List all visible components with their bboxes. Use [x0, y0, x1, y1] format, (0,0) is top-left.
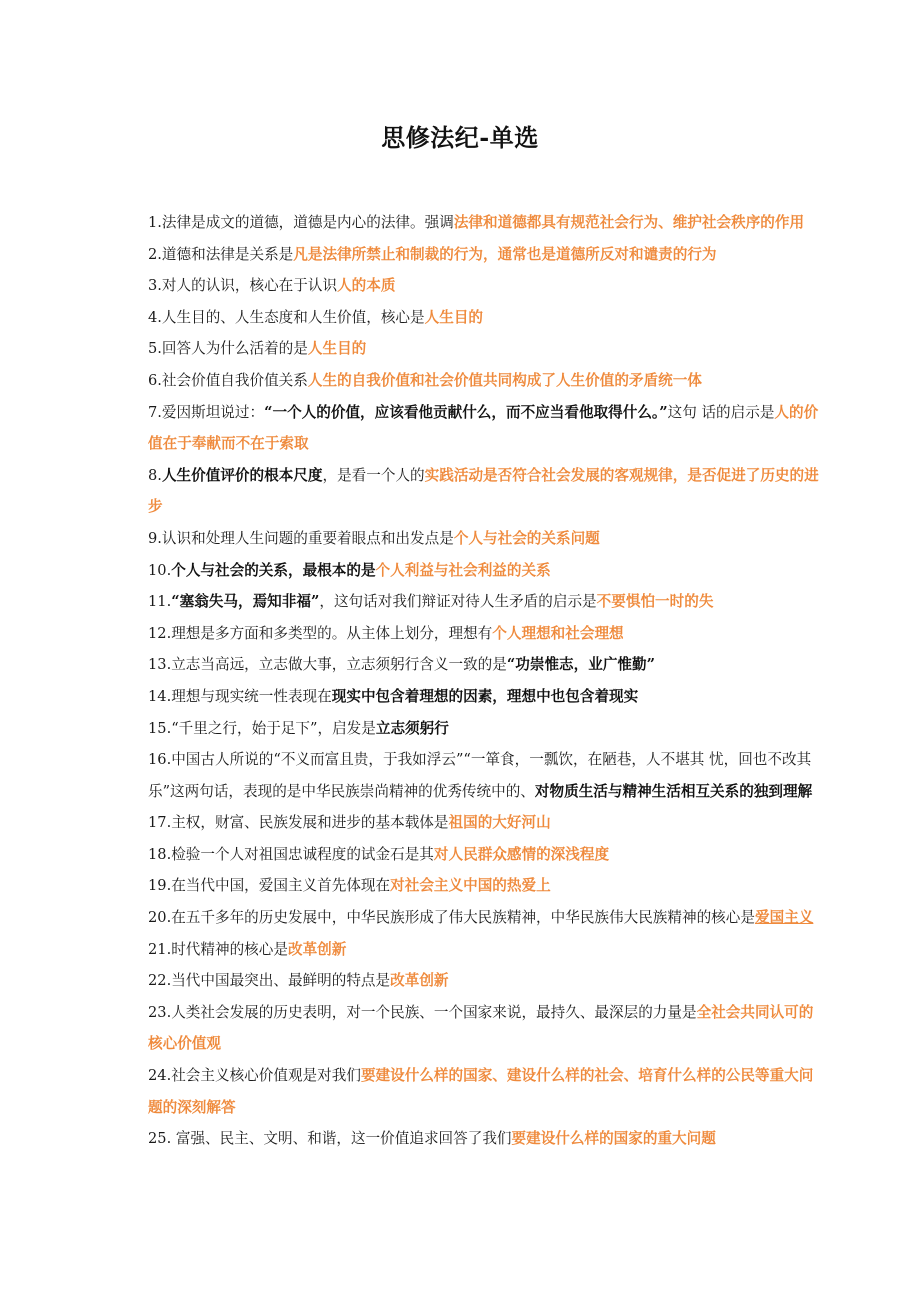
question-item: [148, 713, 820, 745]
question-text: 5.回答人为什么活着的是: [148, 340, 308, 358]
question-text: 23.人类社会发展的历史表明，对一个民族、一个国家来说，最持久、最深层的力量是: [148, 1003, 697, 1021]
question-text: 6.社会价值自我价值关系: [148, 371, 308, 389]
question-item: [148, 270, 820, 302]
question-item: [148, 207, 820, 239]
question-item: [148, 365, 820, 397]
emphasis-text: “塞翁失马，焉知非福”: [171, 593, 320, 611]
question-text: 20.在五千多年的历史发展中，中华民族形成了伟大民族精神，中华民族伟大民族精神的核心是: [148, 909, 755, 927]
question-text: 17.主权，财富、民族发展和进步的基本载体是: [148, 814, 449, 832]
question-item: [148, 555, 820, 587]
question-text: 9.认识和处理人生问题的重要着眼点和出发点是: [148, 529, 454, 547]
question-text: 22.当代中国最突出、最鲜明的特点是: [148, 972, 391, 990]
question-item: [148, 586, 820, 618]
question-item: [148, 839, 820, 871]
answer-text: 对人民群众感情的深浅程度: [433, 845, 610, 863]
question-text: 8.: [148, 466, 162, 484]
question-item: [148, 997, 820, 1060]
answer-text: 要建设什么样的国家的重大问题: [511, 1130, 716, 1148]
emphasis-text: “一个人的价值，应该看他贡献什么，而不应当看他取得什么。”: [264, 403, 668, 421]
question-text: 13.立志当高远，立志做大事，立志须躬行含义一致的是: [148, 656, 507, 674]
question-list: [148, 207, 820, 1155]
question-item: [148, 744, 820, 807]
question-item: [148, 618, 820, 650]
question-item: [148, 1123, 820, 1155]
question-item: [148, 1060, 820, 1123]
question-item: [148, 460, 820, 523]
question-text-continued: 这句 话的启示是: [667, 403, 775, 421]
answer-text: 人生目的: [307, 340, 367, 358]
question-text: 19.在当代中国，爱国主义首先体现在: [148, 877, 391, 895]
answer-text: 改革创新: [287, 940, 347, 958]
question-item: [148, 681, 820, 713]
answer-text: 人的价值在于奉献而不在于索取: [148, 403, 819, 453]
answer-text: 全社会共同认可的核心价值观: [148, 1003, 814, 1053]
question-text: 24.社会主义核心价值观是对我们: [148, 1067, 361, 1085]
question-text: 10.: [148, 561, 172, 579]
question-text-continued: ，这句话对我们辩证对待人生矛盾的启示是: [319, 593, 597, 611]
question-text-continued: ，是看一个人的: [322, 466, 425, 484]
answer-text: 凡是法律所禁止和制裁的行为，通常也是道德所反对和谴责的行为: [293, 245, 717, 263]
emphasis-text: “功崇惟志，业广惟勤”: [506, 656, 656, 674]
answer-text: 不要惧怕一时的失: [596, 593, 714, 611]
answer-text: 改革创新: [390, 972, 449, 990]
answer-text: 爱国主义: [754, 909, 814, 927]
question-text: 21.时代精神的核心是: [148, 940, 288, 958]
question-text: 16.中国古人所说的“不义而富且贵，于我如浮云”“一箪食，一瓢饮，在陋巷，人不堪其 忧，回也不改其乐”这两句话，表现的是中华民族崇尚精神的优秀传统中的、: [148, 751, 812, 800]
answer-text: 人的本质: [337, 277, 396, 295]
question-item: [148, 523, 820, 555]
answer-text: 人生目的: [424, 308, 484, 326]
question-item: [148, 302, 820, 334]
question-item: [148, 239, 820, 271]
question-item: [148, 902, 820, 934]
answer-text: 对社会主义中国的热爱上: [390, 877, 551, 895]
emphasis-text: 现实中包含着理想的因素，理想中也包含着现实: [331, 687, 639, 705]
question-text: 4.人生目的、人生态度和人生价值，核心是: [148, 308, 425, 326]
answer-text: 个人理想和社会理想: [492, 624, 624, 642]
question-item: [148, 807, 820, 839]
emphasis-text: 对物质生活与精神生活相互关系的独到理解: [534, 782, 813, 800]
question-item: [148, 965, 820, 997]
question-text: 2.道德和法律是关系是: [148, 245, 294, 263]
answer-text: 实践活动是否符合社会发展的客观规律，是否促进了历史的进步: [148, 466, 819, 516]
question-text: 25. 富强、民主、文明、和谐，这一价值追求回答了我们: [148, 1130, 512, 1148]
page-title: 思修法纪-单选: [381, 123, 539, 152]
question-text: 12.理想是多方面和多类型的。从主体上划分，理想有: [148, 624, 493, 642]
emphasis-text: 立志须躬行: [375, 719, 449, 737]
question-text: 3.对人的认识，核心在于认识: [148, 277, 338, 295]
answer-text: 要建设什么样的国家、建设什么样的社会、培育什么样的公民等重大问题的深刻解答: [148, 1067, 814, 1116]
answer-text: 法律和道德都具有规范社会行为、维护社会秩序的作用: [453, 214, 805, 231]
answer-text: 个人利益与社会利益的关系: [375, 561, 551, 579]
question-text: 18.检验一个人对祖国忠诚程度的试金石是其: [148, 845, 434, 863]
question-text: 15.“千里之行，始于足下”，启发是: [148, 719, 376, 737]
question-item: [148, 870, 820, 902]
question-text: 7.爱因斯坦说过：: [148, 403, 265, 421]
question-item: [148, 649, 820, 681]
question-item: [148, 333, 820, 365]
question-item: [148, 934, 820, 966]
question-text: 1.法律是成文的道德，道德是内心的法律。强调: [148, 214, 454, 231]
emphasis-text: 个人与社会的关系，最根本的是: [171, 561, 376, 579]
answer-text: 祖国的大好河山: [448, 814, 551, 832]
answer-text: 个人与社会的关系问题: [453, 529, 600, 547]
question-text: 14.理想与现实统一性表现在: [148, 687, 332, 705]
question-item: [148, 397, 820, 460]
answer-text: 人生的自我价值和社会价值共同构成了人生价值的矛盾统一体: [307, 371, 702, 389]
question-text: 11.: [148, 593, 172, 611]
emphasis-text: 人生价值评价的根本尺度: [161, 466, 323, 484]
